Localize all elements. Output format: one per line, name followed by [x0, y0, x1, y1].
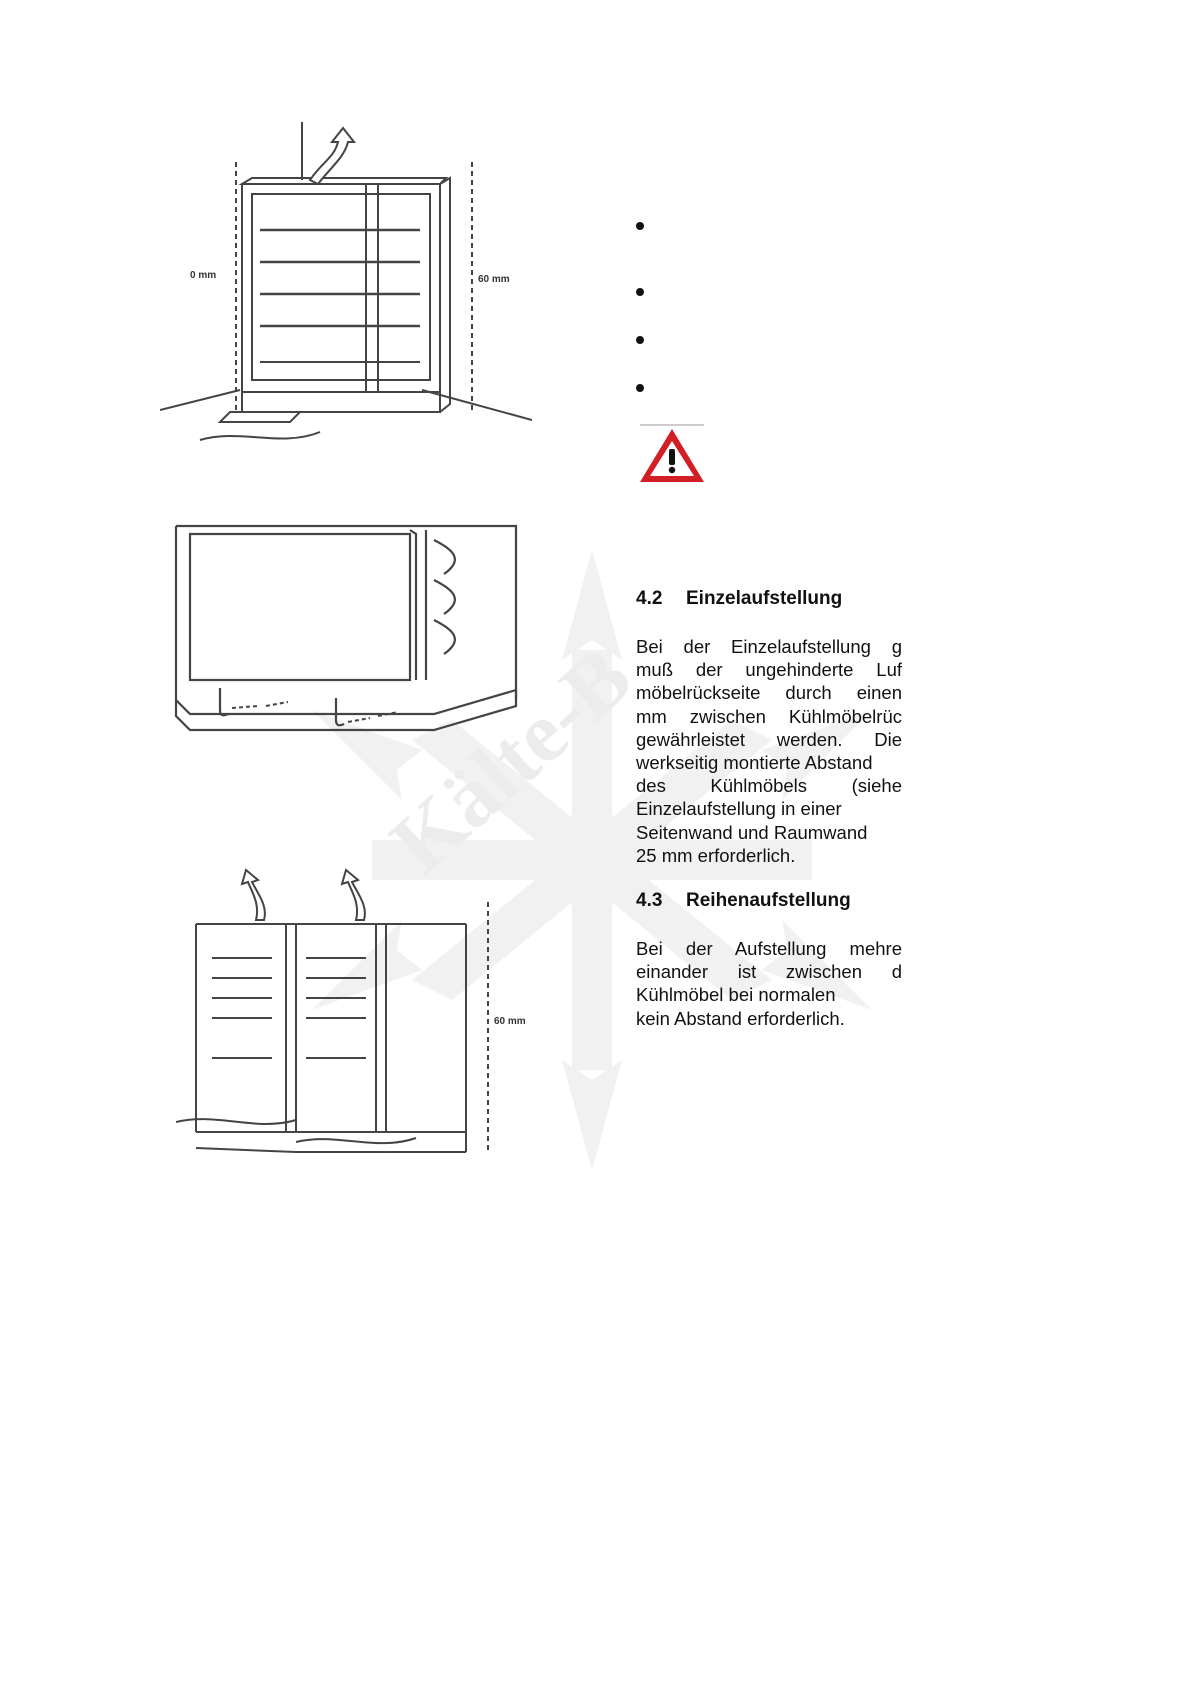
section-title: Einzelaufstellung [686, 588, 843, 609]
text-line: 25 mm erforderlich. [636, 844, 796, 866]
section-title: Reihenaufstellung [686, 890, 851, 911]
single-unit-clearance-figure [160, 122, 532, 458]
warning-triangle-icon [638, 424, 706, 486]
text-line: des Kühlmöbels (siehe [636, 775, 902, 797]
section-number: 4.3 [636, 890, 663, 911]
section-number: 4.2 [636, 588, 663, 609]
text-line: möbelrückseite durch einen [636, 682, 902, 704]
section-4-2-heading [636, 588, 842, 610]
text-line: Bei der Einzelaufstellung g [636, 636, 902, 657]
text-line: Kühlmöbel bei normalen [636, 984, 836, 1006]
text-line: Bei der Aufstellung mehre [636, 938, 902, 959]
text-line: einander ist zwischen d [636, 961, 902, 983]
text-line: Einzelaufstellung in einer [636, 798, 842, 820]
text-line: werkseitig montierte Abstand [636, 752, 873, 774]
bullet-item [636, 222, 644, 230]
side-view-feet-figure [158, 520, 530, 790]
text-line: gewährleistet werden. Die [636, 728, 902, 750]
section-4-3-paragraph [636, 937, 902, 1030]
bullet-item [636, 288, 644, 296]
section-4-2-paragraph [636, 635, 902, 867]
watermark-text: Kälte-B [372, 628, 650, 892]
text-line: Seitenwand und Raumwand [636, 821, 868, 843]
clearance-right-label: 60 mm [478, 274, 510, 285]
text-line: mm zwischen Kühlmöbelrüc [636, 705, 902, 727]
text-line: kein Abstand erforderlich. [636, 1007, 845, 1029]
section-4-3-heading [636, 890, 851, 912]
text-line: muß der ungehinderte Luf [636, 659, 902, 681]
bullet-item [636, 336, 644, 344]
bullet-item [636, 384, 644, 392]
clearance-left-label: 0 mm [190, 270, 217, 281]
clearance-right-label: 60 mm [494, 1016, 526, 1027]
row-units-clearance-figure [176, 862, 556, 1176]
